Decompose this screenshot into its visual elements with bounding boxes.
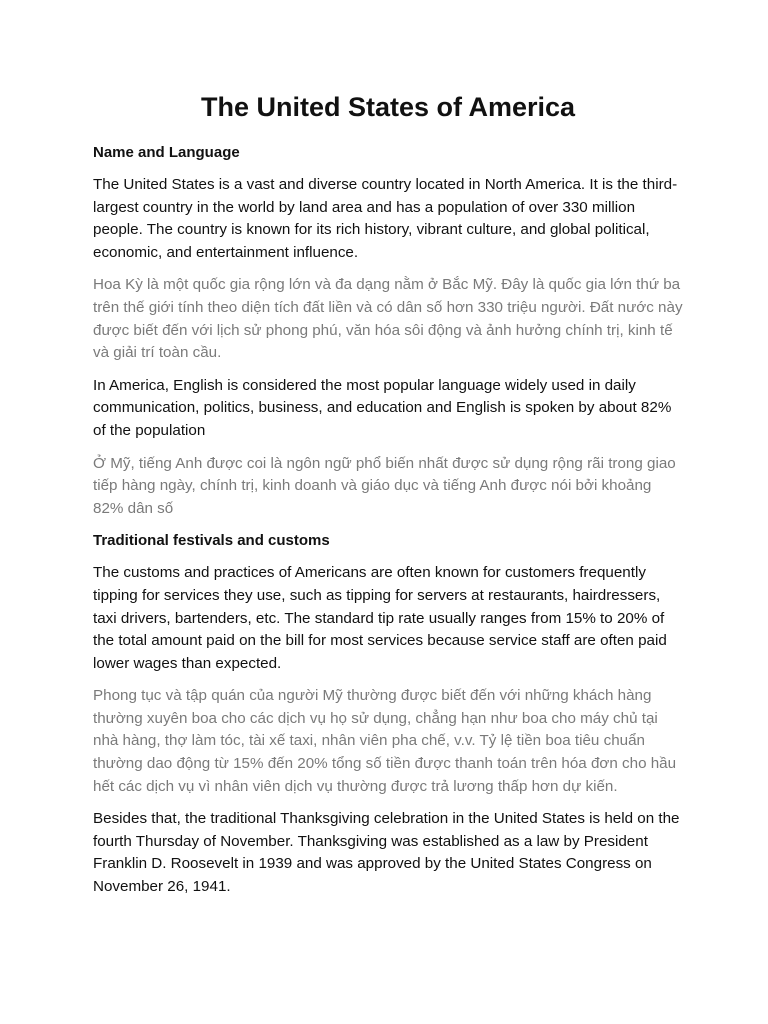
document-title: The United States of America [200, 92, 576, 122]
section-festivals-and-customs [93, 530, 683, 898]
paragraph-vietnamese: Ở Mỹ, tiếng Anh được coi là ngôn ngữ phổ biến nhất được sử dụng rộng rãi trong giao tiếp hàng ngày, chính trị, kinh doanh và giáo dục và tiếng Anh được nói bởi khoảng 82% dân số [93, 454, 676, 517]
paragraph-english: The United States is a vast and diverse country located in North America. It is the third-largest country in the world by land area and has a population of over 330 million people. The country is known for its rich history, vibrant culture, and global political, economic, and entertainment influence. [93, 176, 678, 261]
document-page [93, 88, 683, 909]
paragraph-english: Besides that, the traditional Thanksgiving celebration in the United States is held on the fourth Thursday of November. Thanksgiving was established as a law by President Franklin D. Roosevelt in 1939 and was approved by the United States Congress on November 26, 1941. [93, 810, 680, 896]
section-heading: Name and Language [93, 144, 240, 161]
paragraph-vietnamese: Phong tục và tập quán của người Mỹ thường được biết đến với những khách hàng thường xuyên boa cho các dịch vụ họ sử dụng, chẳng hạn như boa cho máy chủ tại nhà hàng, thợ làm tóc, tài xế taxi, nhân viên pha chế, v.v. Tỷ lệ tiền boa tiêu chuẩn thường dao động từ 15% đến 20% tổng số tiền được thanh toán trên hóa đơn cho hầu hết các dịch vụ vì nhân viên dịch vụ thường được trả lương thấp hơn dự kiến. [93, 687, 677, 795]
paragraph-vietnamese: Hoa Kỳ là một quốc gia rộng lớn và đa dạng nằm ở Bắc Mỹ. Đây là quốc gia lớn thứ ba trên thế giới tính theo diện tích đất liền và có dân số hơn 330 triệu người. Đất nước này được biết đến với lịch sử phong phú, văn hóa sôi động và ảnh hưởng chính trị, kinh tế và giải trí toàn cầu. [93, 276, 683, 362]
paragraph-english: The customs and practices of Americans are often known for customers frequently tipping for services they use, such as tipping for servers at restaurants, hairdressers, taxi drivers, bartenders, etc. The standard tip rate usually ranges from 15% to 20% of the total amount paid on the bill for most services because service staff are often paid lower wages than expected. [93, 564, 667, 672]
section-heading: Traditional festivals and customs [93, 532, 330, 550]
section-name-and-language [93, 142, 683, 520]
paragraph-english: In America, English is considered the most popular language widely used in daily communication, politics, business, and education and English is spoken by about 82% of the population [93, 376, 672, 439]
